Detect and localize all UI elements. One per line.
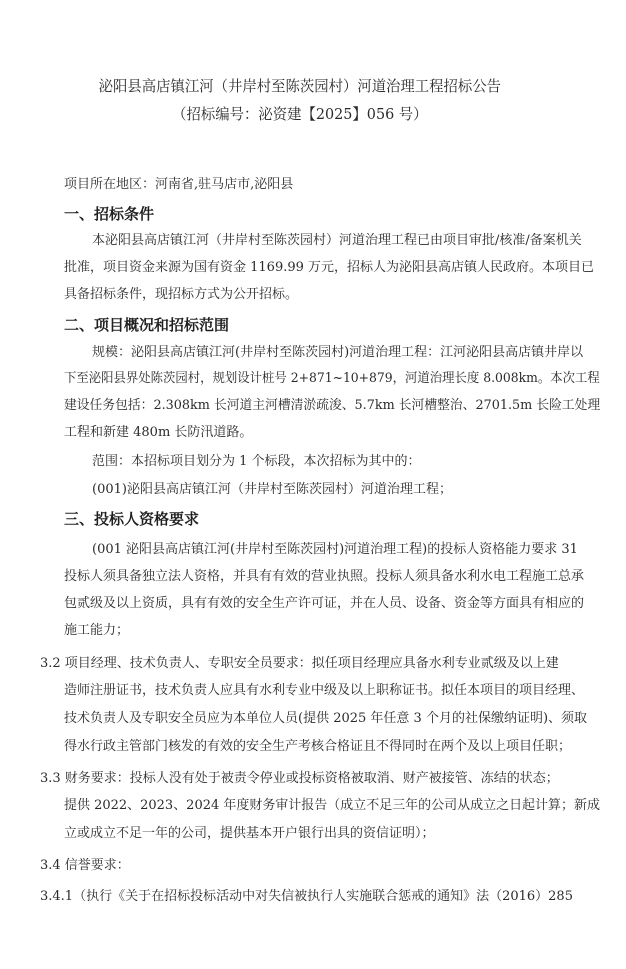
lot-line: (001)泌阳县高店镇江河（井岸村至陈茨园村）河道治理工程； [92,482,452,497]
paragraph-line: 下至泌阳县界处陈茨园村，规划设计桩号 2+871~10+879，河道治理长度 8.008km。本次工程 [64,371,600,386]
paragraph-line: 本泌阳县高店镇江河（井岸村至陈茨园村）河道治理工程已由项目审批/核准/备案机关 [92,233,582,248]
paragraph-line: 投标人须具备独立法人资格，并具有有效的营业执照。投标人须具备水利水电工程施工总承 [64,569,585,584]
paragraph-line: 提供 2022、2023、2024 年度财务审计报告（成立不足三年的公司从成立之日起计算；新成 [64,798,600,813]
paragraph-line: 得水行政主管部门核发的有效的安全生产考核合格证且不得同时在两个及以上项目任职； [64,739,572,754]
scope-line: 范围：本招标项目划分为 1 个标段，本次招标为其中的： [92,454,421,469]
paragraph-line: (001 泌阳县高店镇江河(井岸村至陈茨园村)河道治理工程)的投标人资格能力要求 31 [92,542,578,557]
paragraph-line: 立或成立不足一年的公司，提供基本开户银行出具的资信证明）； [64,826,435,841]
section-heading-1: 一、招标条件 [64,205,155,223]
paragraph-line: 3.3 财务要求：投标人没有处于被责令停业或投标资格被取消、财产被接管、冻结的状态； [40,771,559,786]
paragraph-line: 技术负责人及专职安全员应为本单位人员(提供 2025 年任意 3 个月的社保缴纳证明)、须取 [64,711,588,726]
section-heading-3: 三、投标人资格要求 [64,510,200,528]
paragraph-line: 工程和新建 480m 长防汛道路。 [64,425,253,440]
paragraph-line: 3.4.1（执行《关于在招标投标活动中对失信被执行人实施联合惩戒的通知》法（2016）285 [40,889,573,904]
paragraph-line: 施工能力； [64,623,130,638]
paragraph-line: 规模：泌阳县高店镇江河(井岸村至陈茨园村)河道治理工程：江河泌阳县高店镇井岸以 [92,345,584,360]
document-subtitle: （招标编号：泌资建【2025】056 号） [172,105,428,123]
section-heading-2: 二、项目概况和招标范围 [64,316,230,334]
paragraph-line: 建设任务包括：2.308km 长河道主河槽清淤疏浚、5.7km 长河槽整治、2701.5m 长险工处理 [64,398,601,413]
paragraph-line: 批准，项目资金来源为国有资金 1169.99 万元，招标人为泌阳县高店镇人民政府。本项目已 [64,260,595,275]
paragraph-line: 造师注册证书，技术负责人应具有水利专业中级及以上职称证书。拟任本项目的项目经理、 [64,683,585,698]
paragraph-line: 3.2 项目经理、技术负责人、专职安全员要求：拟任项目经理应具备水利专业贰级及以上建 [40,656,559,671]
paragraph-line: 3.4 信誉要求： [40,858,130,873]
paragraph-line: 包贰级及以上资质，具有有效的安全生产许可证，并在人员、设备、资金等方面具有相应的 [64,596,585,611]
project-location: 项目所在地区：河南省,驻马店市,泌阳县 [64,177,294,192]
paragraph-line: 具备招标条件，现招标方式为公开招标。 [64,287,299,302]
document-title: 泌阳县高店镇江河（井岸村至陈茨园村）河道治理工程招标公告 [98,77,502,95]
